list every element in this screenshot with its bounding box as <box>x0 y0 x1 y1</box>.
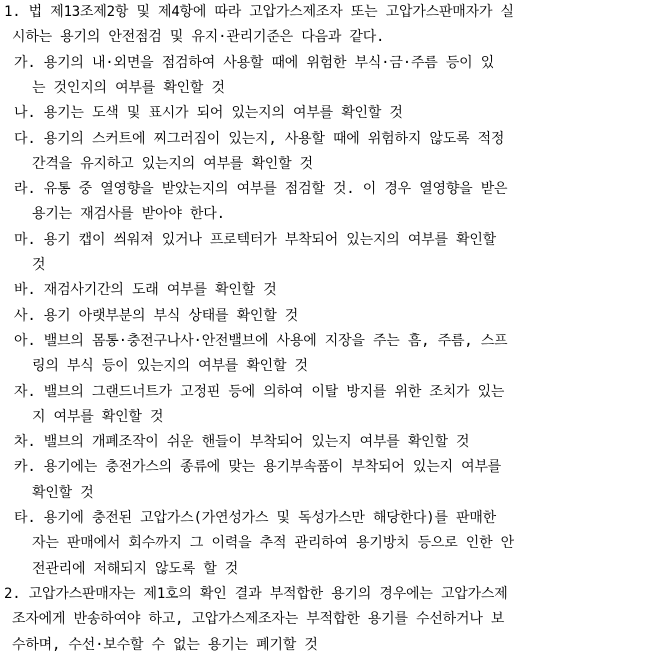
item-ja-line-1: 자. 밸브의 그랜드너트가 고정핀 등에 의하여 이탈 방지를 위한 조치가 있는 <box>14 383 505 400</box>
item-cha-line-1: 차. 밸브의 개폐조작이 쉬운 핸들이 부착되어 있는지 여부를 확인할 것 <box>14 434 470 451</box>
item-ja-line-2: 지 여부를 확인할 것 <box>32 408 164 425</box>
item-sa-line-1: 사. 용기 아랫부분의 부식 상태를 확인할 것 <box>14 307 299 324</box>
item-ba-line-1: 바. 재검사기간의 도래 여부를 확인할 것 <box>14 282 277 299</box>
item-ra-line-2: 용기는 재검사를 받아야 한다. <box>32 206 225 223</box>
item-ma-line-2: 것 <box>32 257 46 273</box>
item-a-line-1: 아. 밸브의 몸통·충전구나사·안전밸브에 사용에 지장을 주는 흠, 주름, 스프 <box>14 332 508 349</box>
item-1-line-2: 시하는 용기의 안전점검 및 유지·관리기준은 다음과 같다. <box>12 29 385 46</box>
item-2-line-3: 수하며, 수선·보수할 수 없는 용기는 폐기할 것 <box>12 636 318 653</box>
item-2-line-2: 조자에게 반송하여야 하고, 고압가스제조자는 부적합한 용기를 수선하거나 보 <box>12 611 505 628</box>
item-1-line-1: 1. 법 제13조제2항 및 제4항에 따라 고압가스제조자 또는 고압가스판매자가 실 <box>4 4 514 20</box>
item-da-line-1: 다. 용기의 스커트에 찌그러짐이 있는지, 사용할 때에 위험하지 않도록 적정 <box>14 130 505 147</box>
item-ta-line-1: 타. 용기에 충전된 고압가스(가연성가스 및 독성가스만 해당한다)를 판매한 <box>14 510 497 526</box>
item-ga-line-2: 는 것인지의 여부를 확인할 것 <box>32 79 225 96</box>
item-na-line-1: 나. 용기는 도색 및 표시가 되어 있는지의 여부를 확인할 것 <box>14 105 403 122</box>
item-a-line-2: 링의 부식 등이 있는지의 여부를 확인할 것 <box>32 358 308 375</box>
item-ra-line-1: 라. 유통 중 열영향을 받았는지의 여부를 점검할 것. 이 경우 열영향을 받은 <box>14 181 508 198</box>
item-da-line-2: 간격을 유지하고 있는지의 여부를 확인할 것 <box>32 155 313 172</box>
item-ka-line-2: 확인할 것 <box>32 484 94 501</box>
item-ma-line-1: 마. 용기 캡이 씌워져 있거나 프로텍터가 부착되어 있는지의 여부를 확인할 <box>14 231 497 248</box>
item-2-line-1: 2. 고압가스판매자는 제1호의 확인 결과 부적합한 용기의 경우에는 고압가스제 <box>4 585 508 602</box>
item-ka-line-1: 카. 용기에는 충전가스의 종류에 맞는 용기부속품이 부착되어 있는지 여부를 <box>14 459 502 476</box>
item-ta-line-3: 전관리에 저해되지 않도록 할 것 <box>32 560 239 577</box>
item-ga-line-1: 가. 용기의 내·외면을 점검하여 사용할 때에 위험한 부식·금·주름 등이 있 <box>14 54 495 71</box>
item-ta-line-2: 자는 판매에서 회수까지 그 이력을 추적 관리하여 용기방치 등으로 인한 안 <box>32 535 515 552</box>
